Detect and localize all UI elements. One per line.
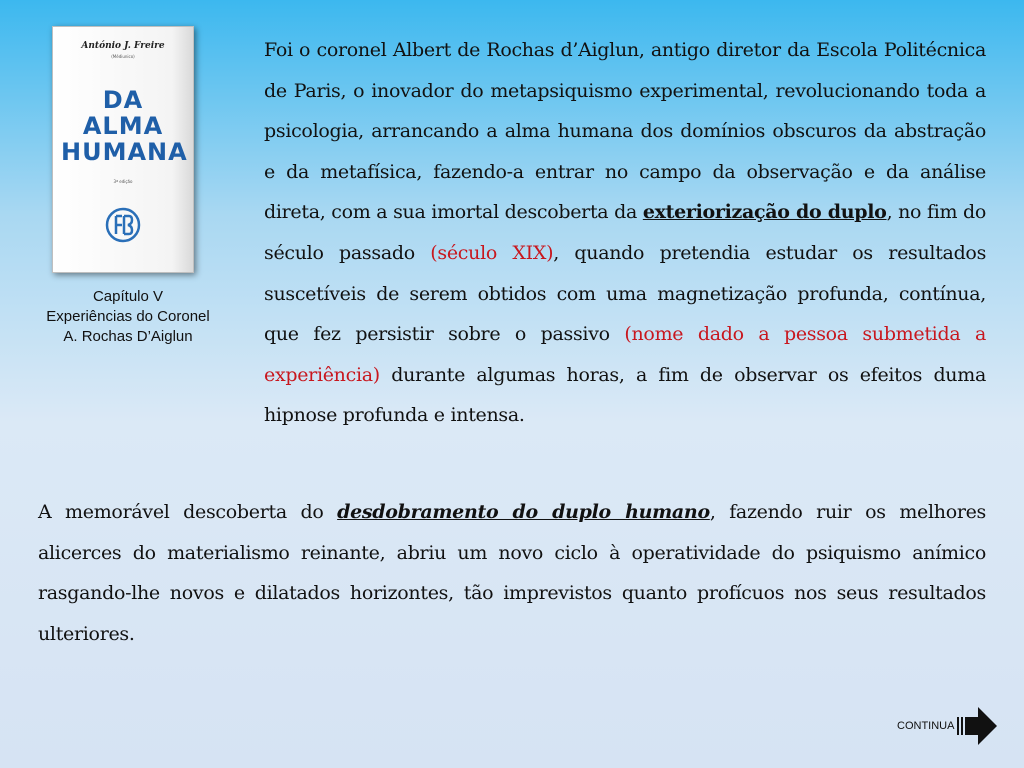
caption-name: A. Rochas D’Aiglun bbox=[63, 328, 193, 345]
paragraph1-text-d: durante algumas horas, a fim de observar os efeitos duma hipnose profunda e intensa. bbox=[264, 363, 986, 427]
paragraph1-text-b: , no fim do século passado bbox=[264, 201, 986, 264]
paragraph-main bbox=[264, 30, 986, 436]
book-title bbox=[61, 86, 188, 166]
continue-label: CONTINUA bbox=[897, 720, 955, 732]
book-edition: 3ª edição bbox=[113, 179, 133, 184]
red-note-century: (século XIX) bbox=[430, 241, 554, 264]
caption-subtitle: Experiências do Coronel bbox=[46, 308, 210, 325]
federation-emblem-icon bbox=[105, 207, 141, 243]
arrow-right-icon bbox=[956, 706, 998, 746]
chapter-caption bbox=[20, 287, 236, 347]
paragraph2-text-b: , fazendo ruir os melhores alicerces do materialismo reinante, abriu um novo ciclo à operatividade do psiquismo anímico rasgando-lhe novos e dilatados horizontes, tão imprevistos quanto profícuos nos seus resultados ulteriores. bbox=[38, 501, 987, 645]
paragraph1-text-a: Foi o coronel Albert de Rochas d’Aiglun, antigo diretor da Escola Politécnica de Paris, o inovador do metapsiquismo experimental, revolucionando toda a psicologia, arrancando a alma humana dos domínios obscuros da abstração e da metafísica, fazendo-a entrar no campo da observação e da análise direta, com a sua imortal descoberta da bbox=[264, 39, 986, 224]
paragraph2-text-a: A memorável descoberta do bbox=[38, 501, 338, 523]
continue-button[interactable] bbox=[897, 706, 998, 746]
book-title-line2: HUMANA bbox=[61, 138, 188, 166]
book-subauthor: (Médiunico) bbox=[111, 54, 135, 59]
book-title-line1: DA ALMA bbox=[82, 86, 164, 140]
caption-chapter: Capítulo V bbox=[92, 288, 164, 305]
emphasis-exteriorizacao: exteriorização do duplo bbox=[642, 201, 887, 224]
emphasis-desdobramento: desdobramento do duplo humano bbox=[337, 501, 710, 523]
book-cover-image bbox=[52, 26, 194, 273]
paragraph1-text-c: , quando pretendia estudar os resultados suscetíveis de serem obtidos com uma magnetização profunda, contínua, que fez persistir sobre o passivo bbox=[264, 241, 987, 346]
paragraph-second bbox=[38, 492, 986, 654]
red-note-passivo: (nome dado a pessoa submetida a experiência) bbox=[264, 323, 986, 386]
book-author: António J. Freire bbox=[81, 41, 165, 51]
